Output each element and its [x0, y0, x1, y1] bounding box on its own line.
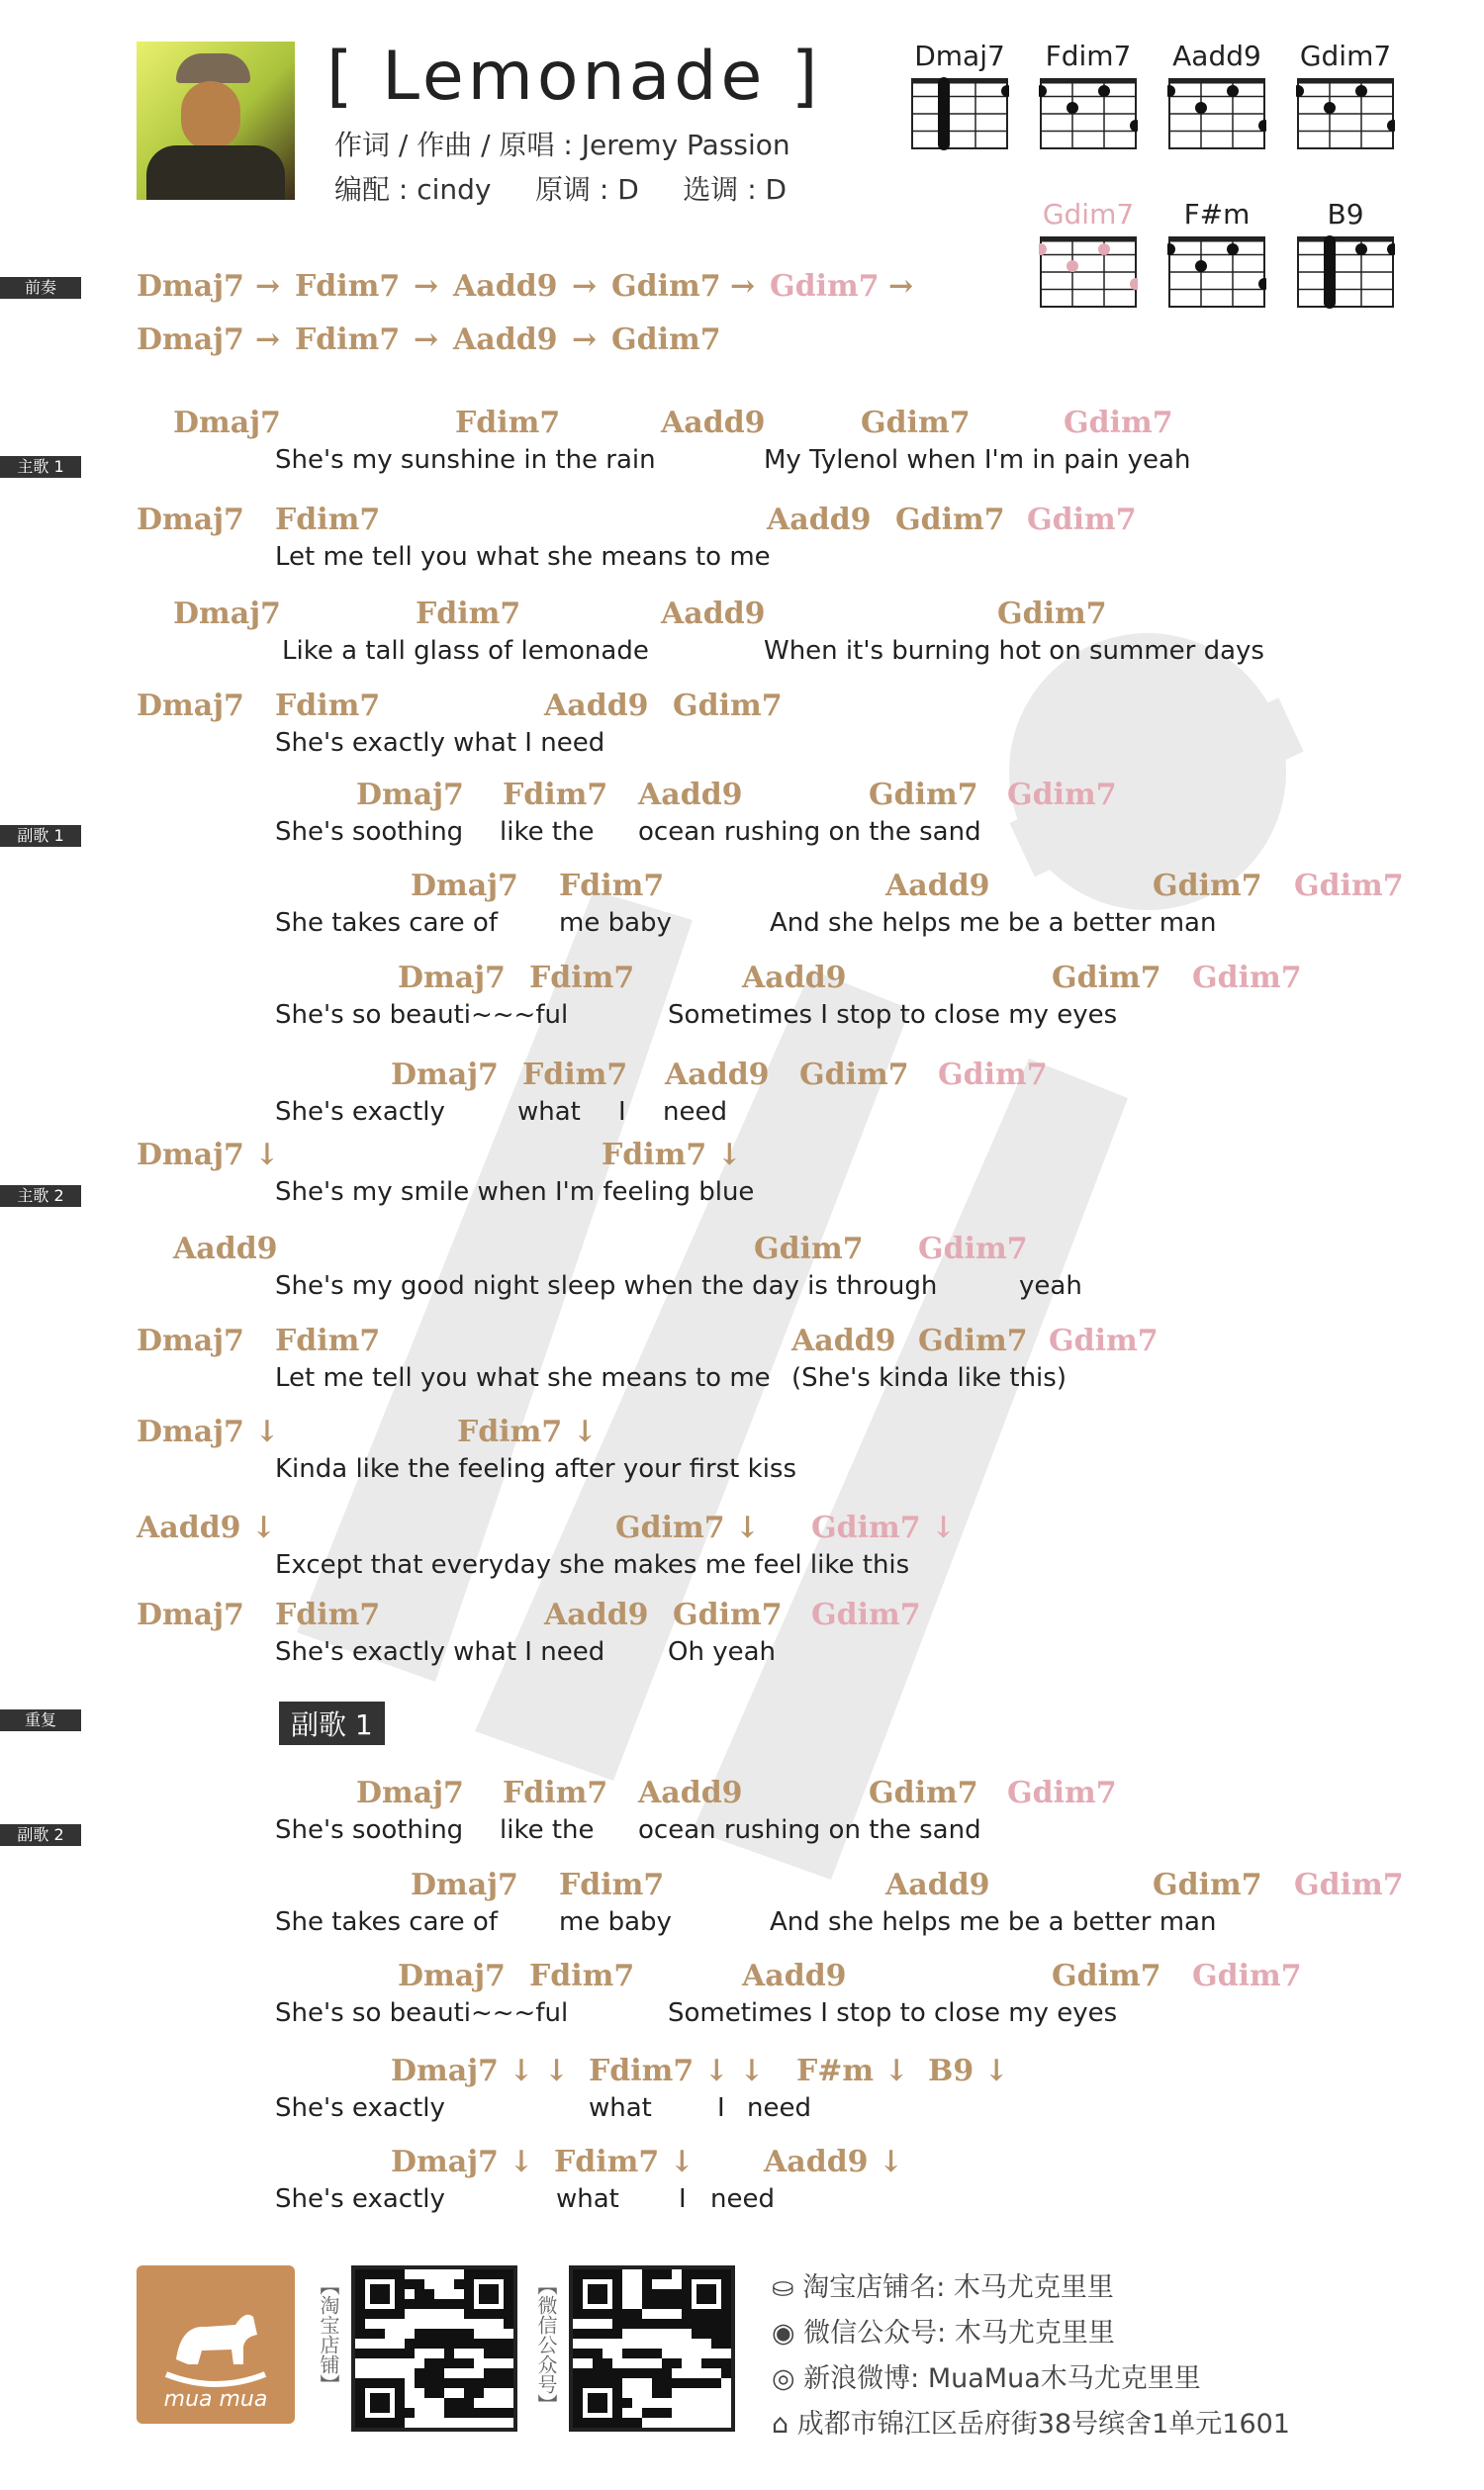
chord-label: Fdim7	[275, 1598, 381, 1632]
chord-diagram-grid	[910, 77, 1009, 151]
footer-address	[772, 2402, 1290, 2441]
chord-diagram-label: Fdim7	[1045, 40, 1132, 72]
taobao-label: 【淘宝店铺】	[317, 2275, 340, 2394]
chord-label: Dmaj7 ↓	[137, 1138, 280, 1172]
chord-label: Gdim7	[1294, 869, 1404, 903]
chord-label: Gdim7	[1007, 778, 1117, 812]
home-icon: ⌂	[772, 2409, 797, 2440]
chord-label: Dmaj7	[173, 597, 281, 631]
intro-chord: Fdim7	[295, 323, 401, 357]
chord-label: Gdim7	[918, 1232, 1028, 1266]
section-label-intro: 前奏	[0, 277, 81, 299]
lyric-text: She's exactly what I need	[275, 1637, 605, 1667]
chord-label: Fdim7	[529, 1959, 635, 1993]
intro-chord: Gdim7	[611, 323, 721, 357]
chord-label: Aadd9	[173, 1232, 278, 1266]
chord-diagram-label: Dmaj7	[914, 40, 1005, 72]
lyric-text: She takes care of	[275, 1907, 498, 1937]
logo-text: mua mua	[163, 2387, 268, 2412]
chord-label: Gdim7	[799, 1058, 909, 1092]
chord-label: Aadd9 ↓	[764, 2145, 904, 2179]
watermark-logo	[178, 594, 1316, 1880]
chord-diagram-grid	[1167, 77, 1266, 151]
chord-diagram-label: Gdim7	[1299, 40, 1392, 72]
section-label-chorus2: 副歌 2	[0, 1824, 81, 1846]
lyric-text: what	[589, 2093, 652, 2123]
section-label-verse1: 主歌 1	[0, 456, 81, 478]
chord-label: Fdim7 ↓	[602, 1138, 742, 1172]
chord-label: Gdim7	[918, 1324, 1028, 1358]
lyric-text: Oh yeah	[668, 1637, 777, 1667]
chord-label: Gdim7	[673, 1598, 783, 1632]
lyric-text: what	[556, 2184, 619, 2214]
chord-label: Gdim7	[1064, 406, 1173, 440]
intro-chord: Aadd9	[453, 269, 558, 304]
section-label-repeat: 重复	[0, 1709, 81, 1731]
footer-wechat-text: 微信公众号: 木马尤克里里	[803, 2318, 1115, 2349]
lyric-text: And she helps me be a better man	[770, 1907, 1217, 1937]
chord-diagram-label: Aadd9	[1172, 40, 1261, 72]
taobao-qr-code[interactable]	[351, 2265, 517, 2432]
chord-label: Gdim7	[938, 1058, 1048, 1092]
lyric-text: Like a tall glass of lemonade	[282, 636, 649, 666]
lyric-text: She's so beauti~~~ful	[275, 1998, 569, 2028]
footer-taobao	[772, 2265, 1114, 2304]
lyric-text: ocean rushing on the sand	[638, 817, 981, 847]
wechat-icon: ◉	[772, 2318, 804, 2349]
chord-label: Fdim7	[455, 406, 561, 440]
lyric-text: Sometimes I stop to close my eyes	[668, 1000, 1118, 1030]
intro-chord: Dmaj7	[137, 269, 244, 304]
lyric-text: what	[517, 1097, 581, 1127]
chord-label: Aadd9	[885, 1868, 990, 1902]
lyric-text: She's my good night sleep when the day is through	[275, 1271, 938, 1301]
lyric-text: need	[747, 2093, 811, 2123]
chord-label: Aadd9	[885, 869, 990, 903]
chord-label: Dmaj7	[356, 1776, 464, 1810]
chord-label: Gdim7	[1294, 1868, 1404, 1902]
chord-label: Fdim7	[559, 1868, 665, 1902]
chord-label: Fdim7	[529, 961, 635, 995]
chord-label: Gdim7	[1049, 1324, 1159, 1358]
muamua-logo	[137, 2265, 295, 2424]
arrow-icon: →	[572, 323, 598, 357]
lyric-text: Except that everyday she makes me feel like this	[275, 1550, 910, 1580]
chord-label: Dmaj7	[137, 503, 244, 537]
section-label-chorus1: 副歌 1	[0, 825, 81, 847]
lyric-text: yeah	[1019, 1271, 1082, 1301]
chord-label: Dmaj7	[411, 1868, 518, 1902]
chord-label: Gdim7	[673, 689, 783, 723]
lyric-text: She's exactly	[275, 2093, 445, 2123]
wechat-label: 【微信公众号】	[534, 2275, 558, 2414]
lyric-text: ocean rushing on the sand	[638, 1815, 981, 1845]
repeat-chorus1-box: 副歌 1	[279, 1702, 385, 1745]
chord-label: Gdim7	[811, 1598, 921, 1632]
song-title: [ Lemonade ]	[326, 38, 822, 116]
lyric-text: Let me tell you what she means to me	[275, 1363, 771, 1393]
chord-label: Fdim7	[522, 1058, 628, 1092]
lyric-text: me baby	[559, 908, 672, 938]
lyric-text: She's my smile when I'm feeling blue	[275, 1177, 755, 1207]
credits-line: 作词 / 作曲 / 原唱 : Jeremy Passion	[334, 129, 790, 161]
taobao-icon: ⛀	[772, 2272, 803, 2303]
chord-label: Fdim7 ↓	[554, 2145, 695, 2179]
lyric-text: I	[717, 2093, 725, 2123]
chord-label: Gdim7	[1007, 1776, 1117, 1810]
chord-label: Gdim7	[1153, 869, 1262, 903]
intro-chord: Aadd9	[453, 323, 558, 357]
chord-label: Aadd9	[544, 1598, 649, 1632]
chord-label: Gdim7	[1052, 1959, 1161, 1993]
arrow-icon: →	[414, 323, 439, 357]
chord-label: Gdim7 ↓	[811, 1511, 957, 1545]
lyric-text: Let me tell you what she means to me	[275, 542, 771, 572]
lyric-text: I	[618, 1097, 626, 1127]
lyric-text: She's exactly what I need	[275, 728, 605, 758]
wechat-qr-code[interactable]	[569, 2265, 735, 2432]
chord-label: Dmaj7	[398, 1959, 506, 1993]
lyric-text: (She's kinda like this)	[791, 1363, 1067, 1393]
chord-label: Gdim7	[1192, 1959, 1302, 1993]
chord-diagram-label: B9	[1327, 198, 1364, 231]
lyric-text: Kinda like the feeling after your first kiss	[275, 1454, 797, 1484]
lyric-text: She's exactly	[275, 2184, 445, 2214]
chord-label: Dmaj7 ↓	[391, 2145, 534, 2179]
lyric-text: She's soothing	[275, 817, 464, 847]
footer-weibo	[772, 2356, 1201, 2395]
chord-label: Aadd9	[638, 778, 743, 812]
footer-wechat	[772, 2311, 1115, 2350]
chord-label: Gdim7	[869, 778, 978, 812]
chord-label: Gdim7	[869, 1776, 978, 1810]
arrangement-line: 编配 : cindy 原调 : D 选调 : D	[334, 173, 788, 206]
chord-label: Fdim7 ↓	[457, 1415, 598, 1449]
lyric-text: She's my sunshine in the rain	[275, 445, 656, 475]
footer-taobao-text: 淘宝店铺名: 木马尤克里里	[802, 2272, 1114, 2303]
chord-diagram-label: F#m	[1183, 198, 1251, 231]
chord-label: Aadd9	[742, 961, 847, 995]
chord-label: Gdim7 ↓	[615, 1511, 761, 1545]
chord-label: Dmaj7	[173, 406, 281, 440]
footer-address-text: 成都市锦江区岳府街38号缤舍1单元1601	[796, 2409, 1290, 2440]
chord-label: Dmaj7 ↓	[137, 1415, 280, 1449]
chord-label: Dmaj7 ↓ ↓	[391, 2054, 570, 2088]
lyric-text: me baby	[559, 1907, 672, 1937]
chord-label: Gdim7	[861, 406, 971, 440]
chord-diagram-label: Gdim7	[1042, 198, 1135, 231]
arrow-icon: →	[572, 269, 598, 304]
lyric-text: And she helps me be a better man	[770, 908, 1217, 938]
chord-label: Gdim7	[895, 503, 1005, 537]
lyric-text: She's exactly	[275, 1097, 445, 1127]
chord-label: Fdim7	[416, 597, 521, 631]
chord-label: Gdim7	[1052, 961, 1161, 995]
lyric-text: Sometimes I stop to close my eyes	[668, 1998, 1118, 2028]
lyric-text: She takes care of	[275, 908, 498, 938]
arrow-icon: →	[730, 269, 756, 304]
arrow-icon: →	[888, 269, 914, 304]
chord-label: Aadd9	[661, 597, 766, 631]
footer-weibo-text: 新浪微博: MuaMua木马尤克里里	[803, 2363, 1201, 2394]
chord-label: Dmaj7	[137, 1324, 244, 1358]
intro-chord: Gdim7	[770, 269, 880, 304]
chord-label: Gdim7	[997, 597, 1107, 631]
chord-label: Fdim7 ↓ ↓	[589, 2054, 765, 2088]
intro-chord: Dmaj7	[137, 323, 244, 357]
intro-chord: Fdim7	[295, 269, 401, 304]
chord-label: Aadd9	[544, 689, 649, 723]
chord-diagram-grid	[1296, 77, 1395, 151]
arrow-icon: →	[414, 269, 439, 304]
chord-label: Fdim7	[275, 689, 381, 723]
section-label-verse2: 主歌 2	[0, 1185, 81, 1207]
chord-label: Dmaj7	[137, 689, 244, 723]
chord-label: Gdim7	[754, 1232, 864, 1266]
lyric-text: I	[679, 2184, 687, 2214]
chord-diagram-grid	[1039, 235, 1138, 310]
chord-label: Dmaj7	[411, 869, 518, 903]
chord-diagram-grid	[1296, 235, 1395, 310]
lyric-text: like the	[500, 1815, 595, 1845]
chord-label: Aadd9	[767, 503, 872, 537]
chord-label: Aadd9	[791, 1324, 896, 1358]
arrow-icon: →	[255, 269, 281, 304]
chord-label: Aadd9	[661, 406, 766, 440]
chord-label: Dmaj7	[137, 1598, 244, 1632]
intro-chord: Gdim7	[611, 269, 721, 304]
chord-label: B9 ↓	[928, 2054, 1009, 2088]
chord-label: Aadd9	[742, 1959, 847, 1993]
chord-label: Dmaj7	[391, 1058, 499, 1092]
chord-diagram-grid	[1167, 235, 1266, 310]
chord-label: Aadd9	[638, 1776, 743, 1810]
chord-label: F#m ↓	[796, 2054, 909, 2088]
lyric-text: My Tylenol when I'm in pain yeah	[764, 445, 1191, 475]
chord-label: Dmaj7	[356, 778, 464, 812]
arrow-icon: →	[255, 323, 281, 357]
lyric-text: need	[663, 1097, 727, 1127]
lyric-text: need	[710, 2184, 775, 2214]
lyric-text: She's soothing	[275, 1815, 464, 1845]
chord-label: Fdim7	[559, 869, 665, 903]
chord-label: Fdim7	[503, 778, 608, 812]
artist-photo	[137, 42, 295, 200]
chord-label: Fdim7	[275, 503, 381, 537]
chord-diagram-grid	[1039, 77, 1138, 151]
lyric-text: She's so beauti~~~ful	[275, 1000, 569, 1030]
chord-label: Fdim7	[275, 1324, 381, 1358]
weibo-icon: ◎	[772, 2363, 804, 2394]
chord-label: Gdim7	[1027, 503, 1137, 537]
chord-label: Gdim7	[1192, 961, 1302, 995]
lyric-text: like the	[500, 817, 595, 847]
chord-label: Fdim7	[503, 1776, 608, 1810]
lyric-text: When it's burning hot on summer days	[764, 636, 1264, 666]
chord-label: Gdim7	[1153, 1868, 1262, 1902]
chord-label: Aadd9 ↓	[137, 1511, 277, 1545]
chord-label: Dmaj7	[398, 961, 506, 995]
chord-label: Aadd9	[665, 1058, 770, 1092]
